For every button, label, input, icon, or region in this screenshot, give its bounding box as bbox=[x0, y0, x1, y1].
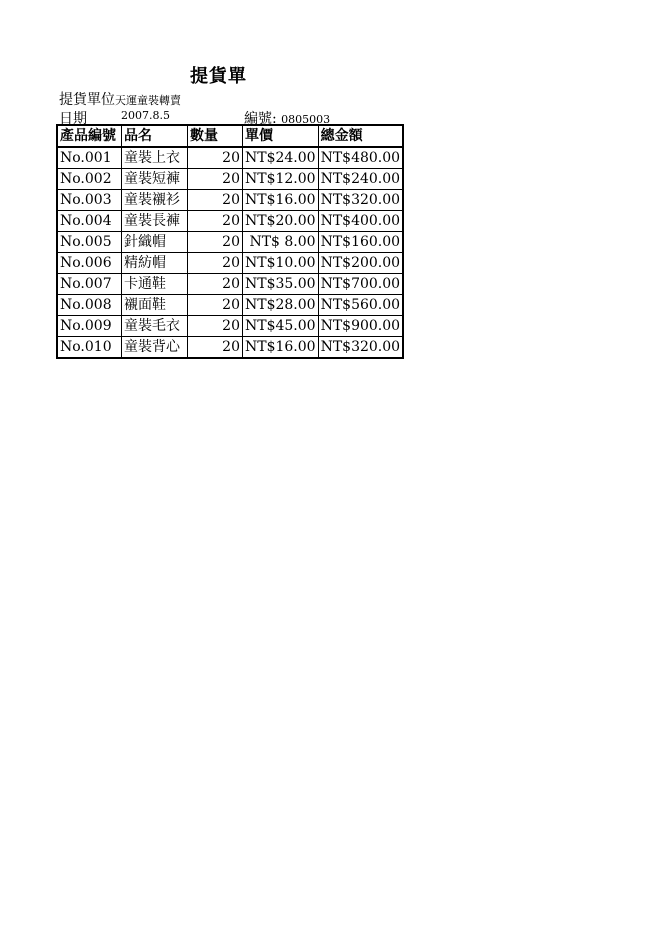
cell-product-code: No.005 bbox=[57, 232, 122, 253]
cell-product-code: No.010 bbox=[57, 337, 122, 359]
column-header-product-code: 產品編號 bbox=[57, 125, 122, 147]
column-header-quantity: 數量 bbox=[188, 125, 243, 147]
cell-unit-price: NT$24.00 bbox=[243, 147, 319, 169]
cell-product-code: No.009 bbox=[57, 316, 122, 337]
cell-quantity: 20 bbox=[188, 169, 243, 190]
table-header-row bbox=[57, 125, 403, 147]
cell-total-amount: NT$400.00 bbox=[318, 211, 403, 232]
table-row bbox=[57, 337, 403, 359]
cell-unit-price: NT$35.00 bbox=[243, 274, 319, 295]
cell-product-code: No.003 bbox=[57, 190, 122, 211]
cell-quantity: 20 bbox=[188, 211, 243, 232]
table-row bbox=[57, 274, 403, 295]
cell-quantity: 20 bbox=[188, 190, 243, 211]
cell-product-code: No.006 bbox=[57, 253, 122, 274]
cell-quantity: 20 bbox=[188, 337, 243, 359]
cell-quantity: 20 bbox=[188, 295, 243, 316]
cell-unit-price: NT$45.00 bbox=[243, 316, 319, 337]
cell-quantity: 20 bbox=[188, 147, 243, 169]
cell-product-name: 童裝長褲 bbox=[122, 211, 188, 232]
cell-total-amount: NT$320.00 bbox=[318, 190, 403, 211]
cell-product-code: No.007 bbox=[57, 274, 122, 295]
table-row bbox=[57, 147, 403, 169]
cell-unit-price: NT$16.00 bbox=[243, 190, 319, 211]
cell-product-name: 童裝毛衣 bbox=[122, 316, 188, 337]
cell-total-amount: NT$160.00 bbox=[318, 232, 403, 253]
cell-product-code: No.008 bbox=[57, 295, 122, 316]
delivery-unit-value: 天運童裝轉賣 bbox=[115, 94, 181, 107]
delivery-unit-line bbox=[59, 89, 181, 109]
cell-quantity: 20 bbox=[188, 316, 243, 337]
cell-total-amount: NT$700.00 bbox=[318, 274, 403, 295]
cell-quantity: 20 bbox=[188, 232, 243, 253]
table-row bbox=[57, 253, 403, 274]
table-row bbox=[57, 190, 403, 211]
cell-product-code: No.002 bbox=[57, 169, 122, 190]
cell-product-name: 針織帽 bbox=[122, 232, 188, 253]
cell-product-name: 童裝短褲 bbox=[122, 169, 188, 190]
table-row bbox=[57, 169, 403, 190]
delivery-items-table bbox=[56, 124, 404, 359]
table-row bbox=[57, 295, 403, 316]
column-header-total-amount: 總金額 bbox=[318, 125, 403, 147]
cell-product-name: 童裝上衣 bbox=[122, 147, 188, 169]
delivery-unit-label: 提貨單位 bbox=[59, 92, 115, 108]
document-title: 提貨單 bbox=[190, 66, 247, 87]
cell-total-amount: NT$560.00 bbox=[318, 295, 403, 316]
cell-unit-price: NT$16.00 bbox=[243, 337, 319, 359]
cell-unit-price: NT$10.00 bbox=[243, 253, 319, 274]
cell-total-amount: NT$240.00 bbox=[318, 169, 403, 190]
cell-product-name: 童裝背心 bbox=[122, 337, 188, 359]
column-header-product-name: 品名 bbox=[122, 125, 188, 147]
cell-unit-price: NT$20.00 bbox=[243, 211, 319, 232]
cell-total-amount: NT$480.00 bbox=[318, 147, 403, 169]
cell-unit-price: NT$12.00 bbox=[243, 169, 319, 190]
table-row bbox=[57, 316, 403, 337]
cell-total-amount: NT$200.00 bbox=[318, 253, 403, 274]
cell-product-name: 卡通鞋 bbox=[122, 274, 188, 295]
cell-total-amount: NT$320.00 bbox=[318, 337, 403, 359]
cell-quantity: 20 bbox=[188, 274, 243, 295]
table-row bbox=[57, 232, 403, 253]
date-value: 2007.8.5 bbox=[121, 109, 170, 122]
order-number-value: 0805003 bbox=[281, 113, 331, 126]
cell-unit-price: NT$28.00 bbox=[243, 295, 319, 316]
cell-quantity: 20 bbox=[188, 253, 243, 274]
cell-product-name: 精紡帽 bbox=[122, 253, 188, 274]
cell-product-name: 童裝襯衫 bbox=[122, 190, 188, 211]
cell-product-name: 襯面鞋 bbox=[122, 295, 188, 316]
column-header-unit-price: 單價 bbox=[243, 125, 319, 147]
cell-product-code: No.001 bbox=[57, 147, 122, 169]
table-row bbox=[57, 211, 403, 232]
date-label: 日期 bbox=[59, 111, 87, 127]
cell-total-amount: NT$900.00 bbox=[318, 316, 403, 337]
cell-unit-price: NT$ 8.00 bbox=[243, 232, 319, 253]
order-number-label: 編號: bbox=[244, 111, 277, 127]
cell-product-code: No.004 bbox=[57, 211, 122, 232]
